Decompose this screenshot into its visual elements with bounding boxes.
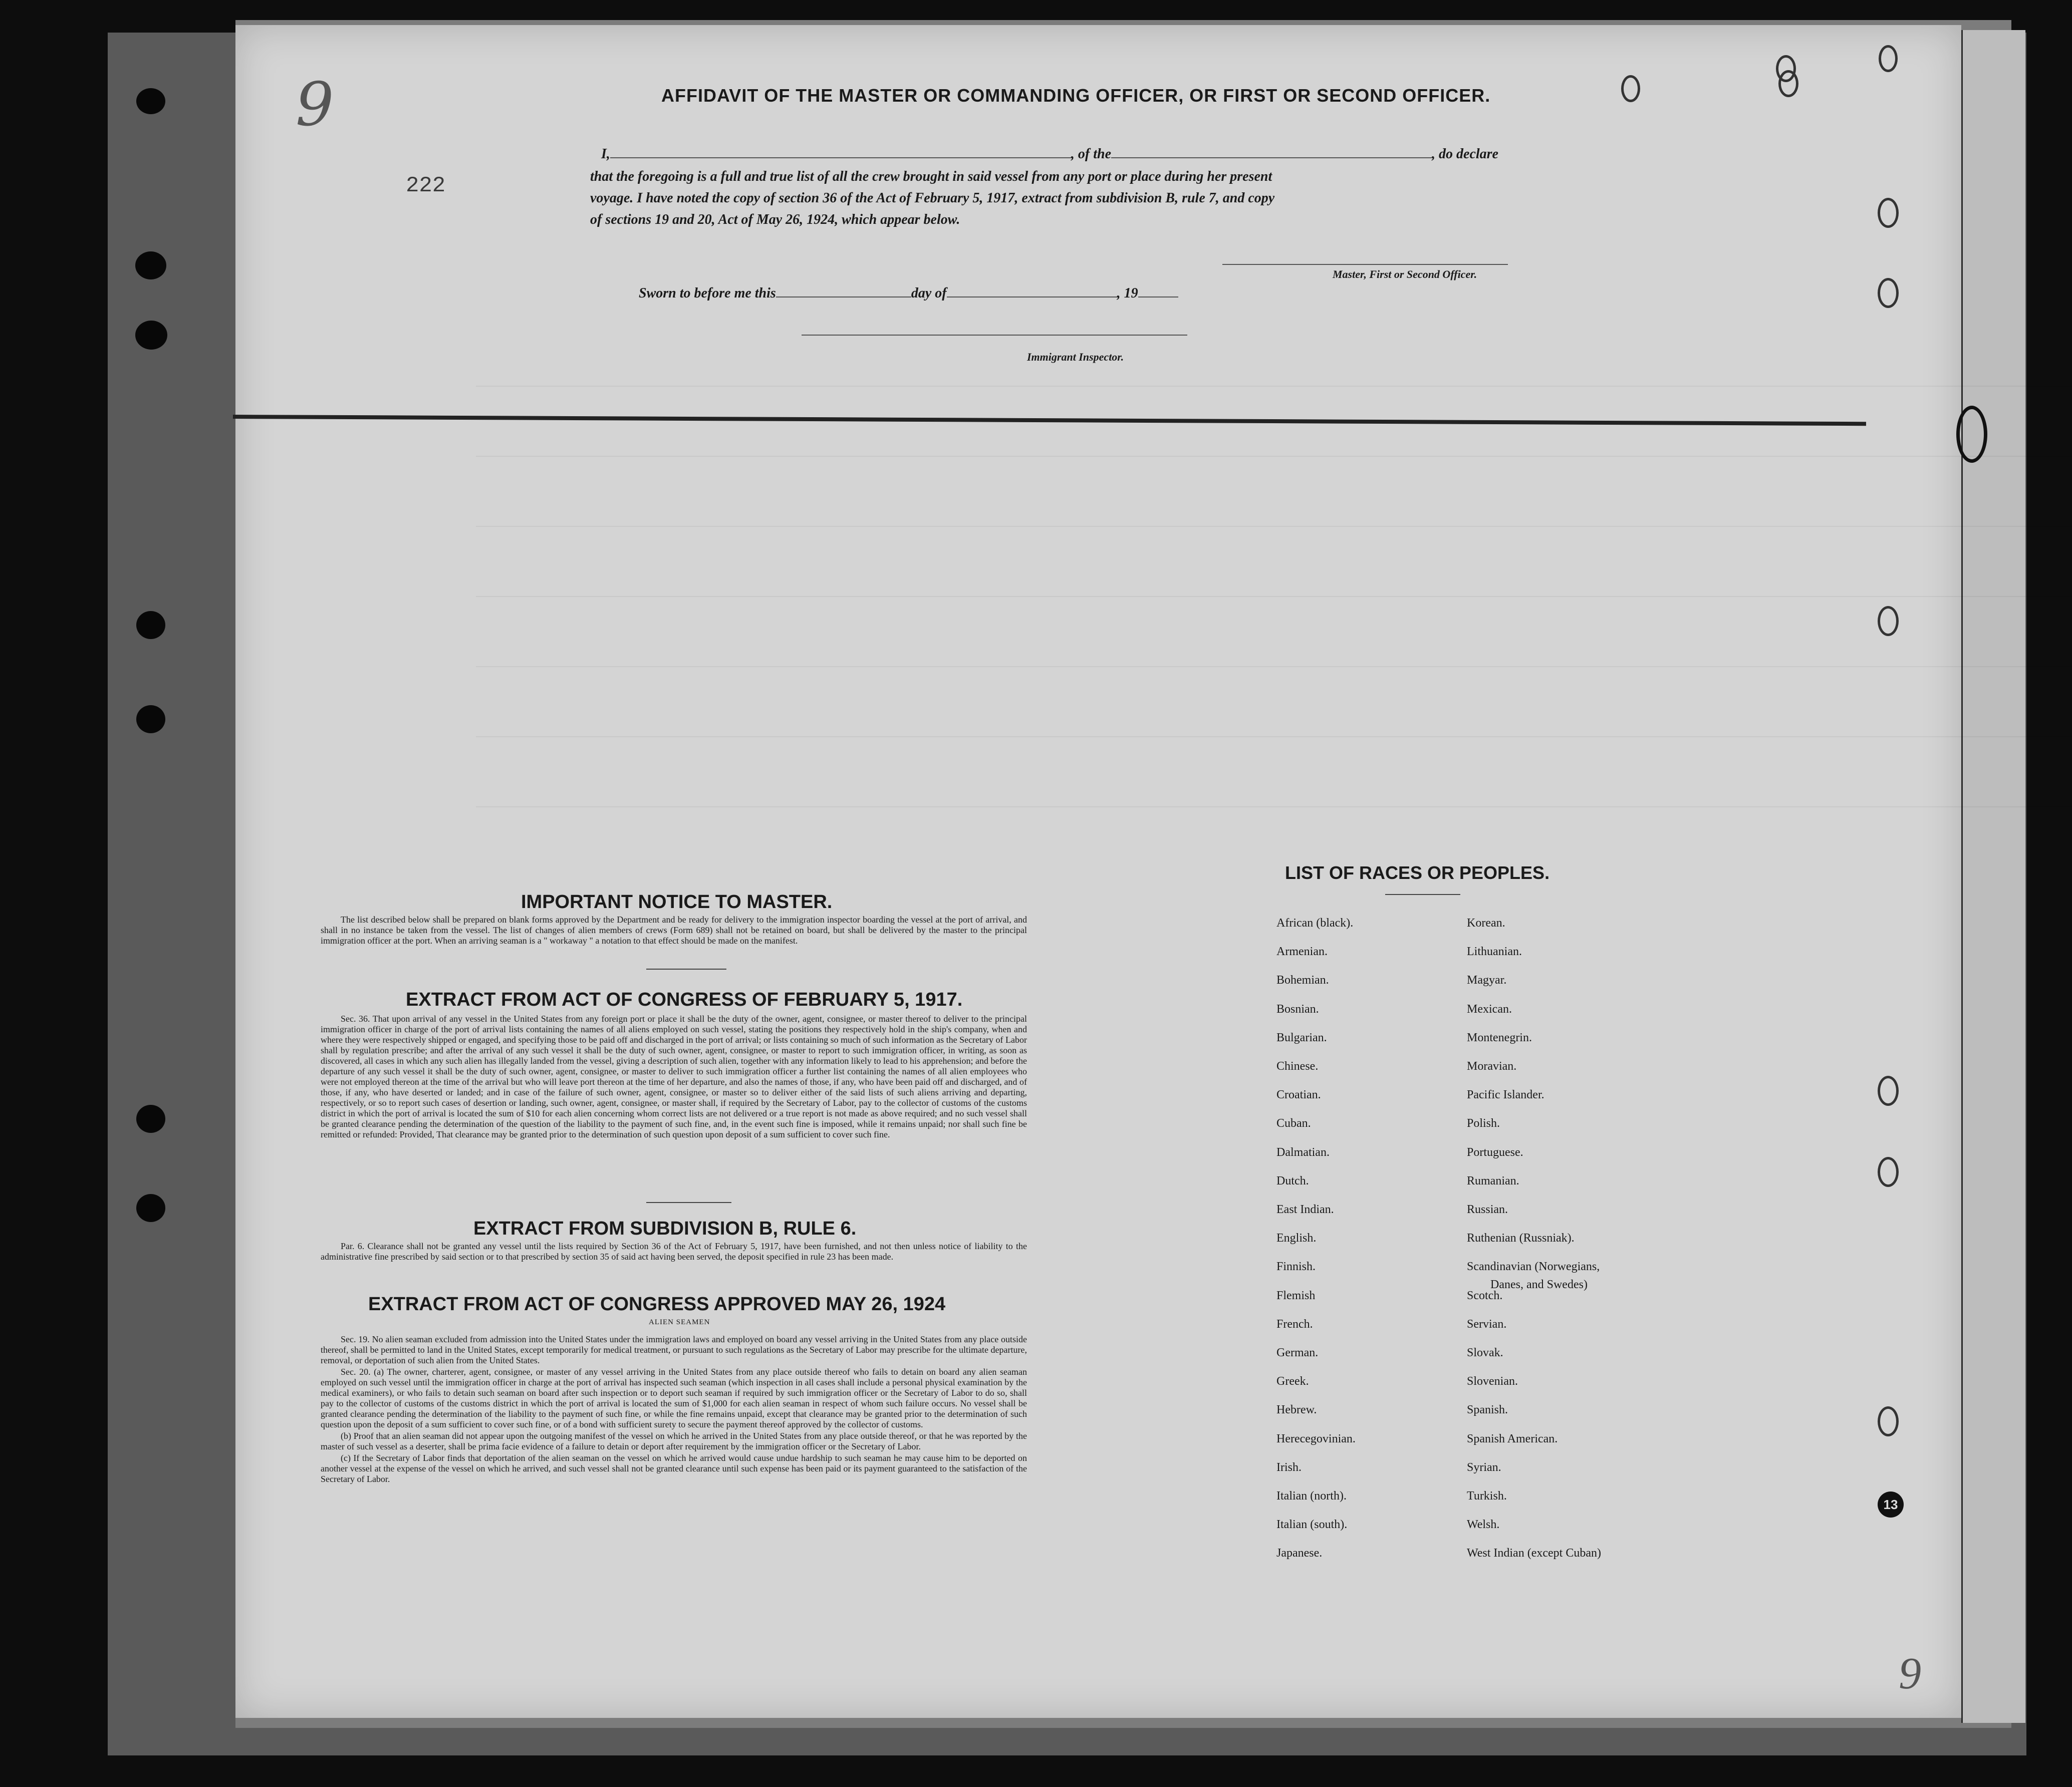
race-entry: Russian. bbox=[1467, 1203, 1508, 1216]
ghost-ledger-row bbox=[476, 666, 2072, 667]
race-entry: West Indian (except Cuban) bbox=[1467, 1547, 1601, 1560]
race-entry: Mexican. bbox=[1467, 1003, 1512, 1016]
extract-1924-sec20c: (c) If the Secretary of Labor finds that deportation of the alien seaman on the vessel on which he arrived would cause undue hardship to such seaman he may cause him to be deported on another vessel at the expense of the vessel on which he arrived, and such vessel shall not be granted clearance until such expense has been paid or its payment guaranteed to the satisfaction of the Secretary of Labor. bbox=[321, 1453, 1027, 1484]
race-entry: Welsh. bbox=[1467, 1518, 1500, 1531]
affidavit-of-the: , of the bbox=[1071, 146, 1112, 162]
subdivision-b-body bbox=[321, 1241, 1027, 1263]
race-entry: Bohemian. bbox=[1276, 974, 1329, 987]
affidavit-line-3: voyage. I have noted the copy of section 36 of the Act of February 5, 1917, extract from subdivision B, rule 7, and copy bbox=[590, 190, 1275, 206]
race-entry: Bosnian. bbox=[1276, 1003, 1319, 1016]
race-entry: Servian. bbox=[1467, 1318, 1507, 1331]
race-entry: Moravian. bbox=[1467, 1060, 1517, 1073]
binder-hole bbox=[136, 1105, 165, 1133]
stamp-number-badge: 13 bbox=[1878, 1492, 1904, 1518]
punch-hole-ring bbox=[1878, 1157, 1899, 1187]
race-entry: Magyar. bbox=[1467, 974, 1507, 987]
race-entry: Pacific Islander. bbox=[1467, 1088, 1544, 1101]
sworn-line bbox=[639, 285, 1178, 302]
race-entry: Finnish. bbox=[1276, 1260, 1316, 1273]
extract-1917-body bbox=[321, 1014, 1027, 1141]
affidavit-line-1 bbox=[601, 146, 1498, 162]
sworn-year-prefix: , 19 bbox=[1117, 285, 1138, 301]
page-number-handwritten: 222 bbox=[406, 173, 446, 198]
race-entry: Scandinavian (Norwegians, bbox=[1467, 1260, 1600, 1273]
punch-hole-ring bbox=[1879, 45, 1898, 72]
race-entry: German. bbox=[1276, 1346, 1319, 1359]
master-signature-caption: Master, First or Second Officer. bbox=[1333, 268, 1477, 280]
race-entry: African (black). bbox=[1276, 917, 1354, 930]
punch-hole-ring bbox=[1878, 198, 1899, 228]
sworn-month-blank[interactable] bbox=[947, 296, 1117, 297]
race-entry: Herecegovinian. bbox=[1276, 1432, 1356, 1445]
section-divider bbox=[646, 969, 726, 970]
punch-hole-ring bbox=[1778, 70, 1798, 97]
race-entry: Greek. bbox=[1276, 1375, 1309, 1388]
extract-1924-sec20a: Sec. 20. (a) The owner, charterer, agent, consignee, or master of any vessel arriving in the United States from any place outside thereof who fails to detain on board any alien seaman employed on such vessel until the immigration officer in charge at the port of arrival has inspected such seaman (which inspection in all cases shall include a personal physical examination by the medical examiners), or who fails to detain such seaman on board after such inspection or to deport such seaman if required by such immigration officer or the Secretary of Labor to do so, shall pay to the collector of customs of the customs district in which the port of arrival is located the sum of $1,000 for each alien seaman in respect of whom such failure occurs. No vessel shall be granted clearance pending the determination of the liability to the payment of such fine, or while the fine remains unpaid, except that clearance may be granted prior to the determination of such question upon the deposit of a sum sufficient to cover such fine, or of a bond with sufficient surety to secure the payment thereof approved by the collector of customs. bbox=[321, 1367, 1027, 1429]
punch-hole-ring bbox=[1956, 406, 1987, 463]
races-title: LIST OF RACES OR PEOPLES. bbox=[1285, 862, 1550, 883]
race-entry: Scotch. bbox=[1467, 1289, 1503, 1302]
master-signature-blank[interactable] bbox=[1222, 263, 1508, 265]
inspector-signature-blank[interactable] bbox=[802, 335, 1187, 336]
subdivision-b-title: EXTRACT FROM SUBDIVISION B, RULE 6. bbox=[473, 1218, 857, 1239]
section-divider bbox=[1385, 894, 1460, 895]
punch-hole-ring bbox=[1878, 1076, 1899, 1106]
race-entry: Montenegrin. bbox=[1467, 1031, 1532, 1044]
punch-hole-ring bbox=[1621, 75, 1640, 102]
important-notice-text: The list described below shall be prepared on blank forms approved by the Department and be ready for delivery to the immigration inspector boarding the vessel at the port of arrival, and shall in no instance be taken from the vessel. The list of changes of alien members of crews (Form 689) shall not be retained on board, but shall be delivered by the master to the principal immigration officer at the port. When an arriving seaman is a " workaway " a notation to that effect should be made on the manifest. bbox=[321, 915, 1027, 946]
race-entry: Polish. bbox=[1467, 1117, 1500, 1130]
extract-1917-text: Sec. 36. That upon arrival of any vessel in the United States from any foreign port or place it shall be the duty of the owner, agent, consignee, or master thereof to deliver to the principal immigration officer in charge of the port of arrival lists containing the names of all aliens employed on such vessel, stating the positions they respectively hold in the ship's company, when and where they were respectively shipped or engaged, and specifying those to be paid off and discharged in the port of arrival; or lists containing so much of such information as the Secretary of Labor shall by regulation prescribe; and after the arrival of any such vessel it shall be the duty of such owner, agent, consignee, or master to report to such immigration officer, in writing, as soon as discovered, all cases in which any such alien has illegally landed from the vessel, giving a description of such alien, together with any information likely to lead to his apprehension; and before the departure of any such vessel it shall be the duty of such owner, agent, consignee, or master to deliver to such immigration officer a further list containing the names of all alien employees who were not employed thereon at the time of the arrival but who will leave port thereon at the time of her departure, and also the names of those, if any, who have been paid off and discharged, and of those, if any, who have deserted or landed; and in case of the failure of such owner, agent, consignee, or master so to deliver either of the said lists of such aliens arriving and departing, respectively, or so to report such cases of desertion or landing, such owner, agent, consignee, or master shall, if required by the Secretary of Labor, pay to the collector of customs of the customs district in which the port of arrival is located the sum of $10 for each alien concerning whom correct lists are not delivered or a true report is not made as above required; and no such vessel shall be granted clearance pending the determination of the question of the liability to the payment of such fine, and, in the event such fine is imposed, while it remains unpaid; nor shall such fine be remitted or refunded: Provided, That clearance may be granted prior to the determination of such question upon deposit of a sum sufficient to cover such fine. bbox=[321, 1014, 1027, 1139]
ghost-ledger-row bbox=[476, 806, 2072, 807]
extract-1924-sec19: Sec. 19. No alien seaman excluded from admission into the United States under the immigration laws and employed on board any vessel arriving in the United States from any place outside thereof, shall be permitted to land in the United States, except temporarily for medical treatment, or pursuant to such regulations as the Secretary of Labor may prescribe for the ultimate departure, removal, or deportation of such alien from the United States. bbox=[321, 1334, 1027, 1365]
master-name-blank[interactable] bbox=[610, 157, 1071, 158]
ghost-ledger-row bbox=[476, 526, 2072, 527]
binder-hole bbox=[136, 1194, 165, 1222]
binder-hole bbox=[136, 705, 165, 733]
sworn-day-of: day of bbox=[911, 285, 947, 301]
important-notice-title: IMPORTANT NOTICE TO MASTER. bbox=[521, 891, 833, 913]
punch-hole-ring bbox=[1878, 278, 1899, 308]
affidavit-line-4: of sections 19 and 20, Act of May 26, 1924, which appear below. bbox=[590, 212, 960, 227]
sworn-prefix: Sworn to before me this bbox=[639, 285, 776, 301]
subdivision-b-text: Par. 6. Clearance shall not be granted any vessel until the lists required by Section 36 of the Act of February 5, 1917, have been furnished, and not then unless notice of liability to the administrative fine prescribed by said section or to that prescribed by section 35 of said act having been served, the deposit specified in rule 23 has been made. bbox=[321, 1241, 1027, 1262]
race-entry: Italian (south). bbox=[1276, 1518, 1348, 1531]
race-entry: Hebrew. bbox=[1276, 1403, 1317, 1416]
race-entry: Bulgarian. bbox=[1276, 1031, 1327, 1044]
inspector-caption: Immigrant Inspector. bbox=[1027, 351, 1124, 363]
race-entry: Lithuanian. bbox=[1467, 945, 1522, 958]
race-entry: Korean. bbox=[1467, 917, 1505, 930]
extract-1924-title: EXTRACT FROM ACT OF CONGRESS APPROVED MAY 26, 1924 bbox=[368, 1294, 946, 1315]
affidavit-i: I, bbox=[601, 146, 610, 162]
sworn-date-blank[interactable] bbox=[776, 296, 911, 297]
race-entry: Syrian. bbox=[1467, 1461, 1501, 1474]
pencil-mark: 9 bbox=[296, 70, 334, 140]
race-entry: Danes, and Swedes) bbox=[1490, 1278, 1588, 1291]
race-entry: Slovenian. bbox=[1467, 1375, 1518, 1388]
alien-seamen-subtitle: ALIEN SEAMEN bbox=[649, 1318, 710, 1326]
race-entry: Croatian. bbox=[1276, 1088, 1321, 1101]
race-entry: Rumanian. bbox=[1467, 1174, 1519, 1187]
race-entry: Cuban. bbox=[1276, 1117, 1311, 1130]
race-entry: Spanish. bbox=[1467, 1403, 1508, 1416]
section-divider bbox=[646, 1202, 731, 1203]
race-entry: Armenian. bbox=[1276, 945, 1328, 958]
ghost-ledger-row bbox=[476, 736, 2072, 737]
affidavit-declare: , do declare bbox=[1432, 146, 1498, 162]
extract-1924-body bbox=[321, 1334, 1027, 1485]
race-entry: Spanish American. bbox=[1467, 1432, 1558, 1445]
race-entry: East Indian. bbox=[1276, 1203, 1334, 1216]
race-entry: English. bbox=[1276, 1232, 1317, 1245]
vessel-name-blank[interactable] bbox=[1111, 157, 1432, 158]
binder-hole bbox=[135, 251, 166, 279]
affidavit-line-2: that the foregoing is a full and true list of all the crew brought in said vessel from any port or place during her present bbox=[590, 169, 1272, 184]
binder-hole bbox=[136, 611, 165, 639]
race-entry: Dalmatian. bbox=[1276, 1146, 1330, 1159]
race-entry: Dutch. bbox=[1276, 1174, 1309, 1187]
ghost-ledger-row bbox=[476, 386, 2072, 387]
ghost-ledger-row bbox=[476, 596, 2072, 597]
underlying-manifest-strip bbox=[1961, 30, 2025, 1723]
punch-hole-ring bbox=[1878, 606, 1899, 636]
extract-1917-title: EXTRACT FROM ACT OF CONGRESS OF FEBRUARY 5, 1917. bbox=[406, 989, 963, 1010]
pencil-mark: 9 bbox=[1899, 1649, 1921, 1698]
race-entry: Japanese. bbox=[1276, 1547, 1323, 1560]
important-notice-body bbox=[321, 915, 1027, 947]
sworn-year-blank[interactable] bbox=[1138, 296, 1178, 297]
race-entry: Chinese. bbox=[1276, 1060, 1319, 1073]
affidavit-title: AFFIDAVIT OF THE MASTER OR COMMANDING OFFICER, OR FIRST OR SECOND OFFICER. bbox=[661, 85, 1491, 106]
race-entry: French. bbox=[1276, 1318, 1313, 1331]
punch-hole-ring bbox=[1878, 1406, 1899, 1436]
race-entry: Turkish. bbox=[1467, 1490, 1507, 1503]
race-entry: Portuguese. bbox=[1467, 1146, 1523, 1159]
race-entry: Slovak. bbox=[1467, 1346, 1503, 1359]
ghost-ledger-row bbox=[476, 456, 2072, 457]
extract-1924-sec20b: (b) Proof that an alien seaman did not appear upon the outgoing manifest of the vessel on which he arrived in the United States from any place outside thereof, or that he was reported by the master of such vessel as a deserter, shall be prima facie evidence of a failure to detain or deport after requirement by the immigration officer or the Secretary of Labor. bbox=[321, 1431, 1027, 1451]
binder-hole bbox=[136, 88, 165, 114]
binder-hole bbox=[135, 321, 167, 350]
race-entry: Italian (north). bbox=[1276, 1490, 1347, 1503]
race-entry: Irish. bbox=[1276, 1461, 1302, 1474]
race-entry: Ruthenian (Russniak). bbox=[1467, 1232, 1575, 1245]
race-entry: Flemish bbox=[1276, 1289, 1316, 1302]
